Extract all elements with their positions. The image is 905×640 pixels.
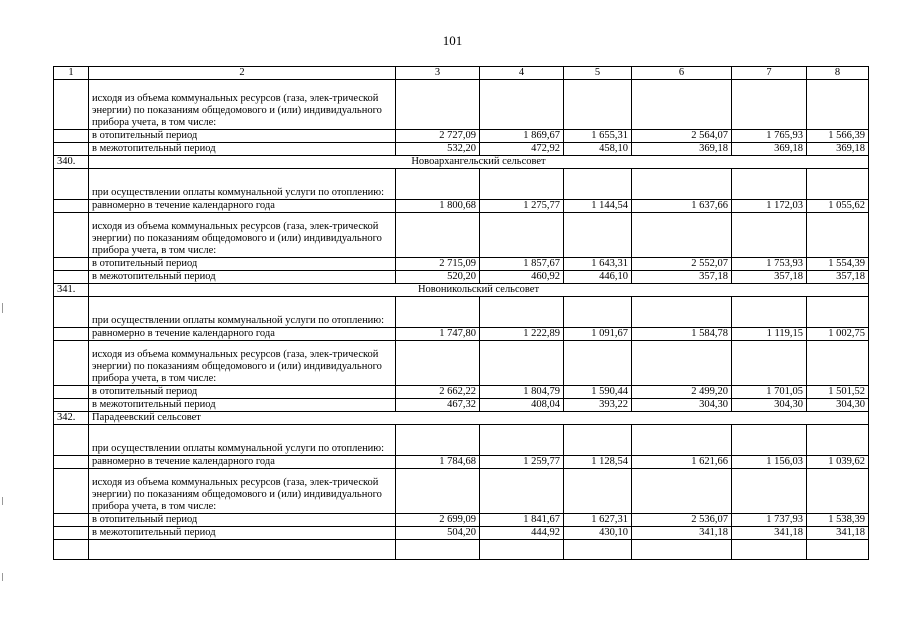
value-cell — [564, 80, 632, 130]
value-cell — [732, 80, 807, 130]
value-cell — [632, 469, 732, 514]
index-cell — [54, 386, 89, 399]
value-cell: 1 538,39 — [807, 514, 869, 527]
description-cell: в межотопительный период — [89, 143, 396, 156]
empty-cell — [807, 540, 869, 560]
value-cell: 1 701,05 — [732, 386, 807, 399]
value-cell: 458,10 — [564, 143, 632, 156]
value-cell — [732, 169, 807, 200]
index-cell — [54, 328, 89, 341]
header-cell: 3 — [396, 67, 480, 80]
settlement-index: 340. — [54, 156, 89, 169]
value-cell: 1 566,39 — [807, 130, 869, 143]
description-cell: при осуществлении оплаты коммунальной услуги по отоплению: — [89, 169, 396, 200]
index-cell — [54, 80, 89, 130]
value-cell: 1 857,67 — [480, 258, 564, 271]
basis-text-row — [54, 341, 869, 386]
value-cell — [480, 341, 564, 386]
value-cell: 1 655,31 — [564, 130, 632, 143]
value-cell: 304,30 — [732, 399, 807, 412]
value-cell — [564, 169, 632, 200]
index-cell — [54, 527, 89, 540]
value-cell: 369,18 — [807, 143, 869, 156]
value-cell: 430,10 — [564, 527, 632, 540]
value-cell — [807, 341, 869, 386]
value-cell: 408,04 — [480, 399, 564, 412]
value-cell — [807, 469, 869, 514]
basis-text-row — [54, 469, 869, 514]
basis-text-row — [54, 213, 869, 258]
description-cell: равномерно в течение календарного года — [89, 200, 396, 213]
value-cell: 2 662,22 — [396, 386, 480, 399]
header-cell: 2 — [89, 67, 396, 80]
description-cell: исходя из объема коммунальных ресурсов (газа, элек-трической энергии) по показаниям общедомового и (или) индивидуального прибора учета, в том числе: — [89, 341, 396, 386]
value-cell: 1 584,78 — [632, 328, 732, 341]
header-cell: 4 — [480, 67, 564, 80]
value-cell — [564, 425, 632, 456]
off-season-row — [54, 143, 869, 156]
empty-cell — [396, 540, 480, 560]
value-cell — [396, 297, 480, 328]
description-cell: в отопительный период — [89, 258, 396, 271]
value-cell: 1 172,03 — [732, 200, 807, 213]
off-season-row — [54, 527, 869, 540]
basis-text-row — [54, 80, 869, 130]
index-cell — [54, 297, 89, 328]
value-cell: 2 564,07 — [632, 130, 732, 143]
header-cell: 7 — [732, 67, 807, 80]
value-cell: 1 091,67 — [564, 328, 632, 341]
value-cell — [396, 341, 480, 386]
payment-text-row — [54, 425, 869, 456]
value-cell — [807, 80, 869, 130]
value-cell: 1 156,03 — [732, 456, 807, 469]
scan-margin-mark — [2, 497, 3, 505]
value-cell: 446,10 — [564, 271, 632, 284]
value-cell — [807, 213, 869, 258]
header-cell: 5 — [564, 67, 632, 80]
index-cell — [54, 425, 89, 456]
value-cell: 1 804,79 — [480, 386, 564, 399]
value-cell: 1 784,68 — [396, 456, 480, 469]
page-number: 101 — [442, 33, 463, 48]
value-cell: 1 222,89 — [480, 328, 564, 341]
settlement-name: Новоникольский сельсовет — [89, 284, 869, 297]
settlement-row — [54, 156, 869, 169]
value-cell — [396, 213, 480, 258]
evenly-row — [54, 328, 869, 341]
value-cell: 1 747,80 — [396, 328, 480, 341]
empty-cell — [732, 540, 807, 560]
description-cell: в межотопительный период — [89, 399, 396, 412]
empty-cell — [54, 540, 89, 560]
value-cell: 1 144,54 — [564, 200, 632, 213]
value-cell — [396, 469, 480, 514]
index-cell — [54, 200, 89, 213]
value-cell: 1 039,62 — [807, 456, 869, 469]
value-cell — [480, 297, 564, 328]
off-season-row — [54, 271, 869, 284]
value-cell — [564, 341, 632, 386]
value-cell — [564, 213, 632, 258]
value-cell: 1 627,31 — [564, 514, 632, 527]
value-cell — [632, 297, 732, 328]
value-cell: 1 643,31 — [564, 258, 632, 271]
value-cell: 357,18 — [807, 271, 869, 284]
off-season-row — [54, 399, 869, 412]
value-cell — [480, 169, 564, 200]
index-cell — [54, 341, 89, 386]
settlement-row — [54, 412, 869, 425]
value-cell: 1 501,52 — [807, 386, 869, 399]
value-cell — [632, 341, 732, 386]
value-cell: 1 753,93 — [732, 258, 807, 271]
scan-margin-mark — [2, 303, 3, 313]
index-cell — [54, 469, 89, 514]
value-cell: 1 128,54 — [564, 456, 632, 469]
empty-cell — [89, 540, 396, 560]
settlement-row — [54, 284, 869, 297]
value-cell — [732, 297, 807, 328]
settlement-index: 341. — [54, 284, 89, 297]
value-cell: 1 621,66 — [632, 456, 732, 469]
value-cell: 369,18 — [732, 143, 807, 156]
value-cell: 1 002,75 — [807, 328, 869, 341]
value-cell: 1 869,67 — [480, 130, 564, 143]
heating-season-row — [54, 258, 869, 271]
heating-season-row — [54, 130, 869, 143]
value-cell — [807, 297, 869, 328]
value-cell: 532,20 — [396, 143, 480, 156]
value-cell: 1 590,44 — [564, 386, 632, 399]
index-cell — [54, 258, 89, 271]
value-cell: 520,20 — [396, 271, 480, 284]
value-cell: 472,92 — [480, 143, 564, 156]
value-cell — [807, 169, 869, 200]
value-cell: 1 119,15 — [732, 328, 807, 341]
value-cell: 304,30 — [632, 399, 732, 412]
value-cell: 1 055,62 — [807, 200, 869, 213]
value-cell: 393,22 — [564, 399, 632, 412]
value-cell — [564, 469, 632, 514]
empty-cell — [564, 540, 632, 560]
description-cell: равномерно в течение календарного года — [89, 456, 396, 469]
value-cell: 2 536,07 — [632, 514, 732, 527]
empty-cell — [632, 540, 732, 560]
value-cell — [632, 213, 732, 258]
value-cell: 460,92 — [480, 271, 564, 284]
value-cell — [396, 169, 480, 200]
value-cell: 369,18 — [632, 143, 732, 156]
description-cell: в отопительный период — [89, 130, 396, 143]
value-cell: 2 499,20 — [632, 386, 732, 399]
index-cell — [54, 399, 89, 412]
description-cell: в межотопительный период — [89, 527, 396, 540]
description-cell: при осуществлении оплаты коммунальной услуги по отоплению: — [89, 297, 396, 328]
index-cell — [54, 169, 89, 200]
empty-row — [54, 540, 869, 560]
description-cell: исходя из объема коммунальных ресурсов (газа, элек-трической энергии) по показаниям общедомового и (или) индивидуального прибора учета, в том числе: — [89, 469, 396, 514]
evenly-row — [54, 200, 869, 213]
value-cell — [632, 169, 732, 200]
value-cell — [732, 213, 807, 258]
value-cell: 1 841,67 — [480, 514, 564, 527]
value-cell: 2 552,07 — [632, 258, 732, 271]
value-cell: 1 259,77 — [480, 456, 564, 469]
value-cell — [480, 213, 564, 258]
description-cell: в отопительный период — [89, 386, 396, 399]
header-cell: 6 — [632, 67, 732, 80]
table-body — [54, 67, 869, 560]
value-cell: 357,18 — [632, 271, 732, 284]
value-cell: 1 737,93 — [732, 514, 807, 527]
settlement-name: Новоархангельский сельсовет — [89, 156, 869, 169]
value-cell: 504,20 — [396, 527, 480, 540]
heating-season-row — [54, 514, 869, 527]
value-cell: 341,18 — [632, 527, 732, 540]
value-cell: 1 765,93 — [732, 130, 807, 143]
value-cell — [396, 425, 480, 456]
scan-margin-mark — [2, 573, 3, 581]
value-cell — [807, 425, 869, 456]
value-cell: 341,18 — [732, 527, 807, 540]
description-cell: в межотопительный период — [89, 271, 396, 284]
evenly-row — [54, 456, 869, 469]
value-cell — [480, 425, 564, 456]
heating-season-row — [54, 386, 869, 399]
value-cell — [632, 425, 732, 456]
payment-text-row — [54, 169, 869, 200]
value-cell: 2 699,09 — [396, 514, 480, 527]
index-cell — [54, 130, 89, 143]
header-row — [54, 67, 869, 80]
payment-text-row — [54, 297, 869, 328]
value-cell: 444,92 — [480, 527, 564, 540]
value-cell — [732, 469, 807, 514]
value-cell — [480, 469, 564, 514]
description-cell: исходя из объема коммунальных ресурсов (газа, элек-трической энергии) по показаниям общедомового и (или) индивидуального прибора учета, в том числе: — [89, 80, 396, 130]
index-cell — [54, 456, 89, 469]
value-cell: 1 800,68 — [396, 200, 480, 213]
value-cell — [732, 341, 807, 386]
index-cell — [54, 143, 89, 156]
settlement-index: 342. — [54, 412, 89, 425]
value-cell — [632, 80, 732, 130]
index-cell — [54, 213, 89, 258]
value-cell: 304,30 — [807, 399, 869, 412]
description-cell: равномерно в течение календарного года — [89, 328, 396, 341]
description-cell: исходя из объема коммунальных ресурсов (газа, элек-трической энергии) по показаниям общедомового и (или) индивидуального прибора учета, в том числе: — [89, 213, 396, 258]
value-cell: 467,32 — [396, 399, 480, 412]
description-cell: при осуществлении оплаты коммунальной услуги по отоплению: — [89, 425, 396, 456]
value-cell: 1 275,77 — [480, 200, 564, 213]
value-cell: 357,18 — [732, 271, 807, 284]
value-cell: 2 727,09 — [396, 130, 480, 143]
value-cell: 1 637,66 — [632, 200, 732, 213]
value-cell: 1 554,39 — [807, 258, 869, 271]
value-cell — [564, 297, 632, 328]
settlement-name: Парадеевский сельсовет — [89, 412, 869, 425]
index-cell — [54, 514, 89, 527]
tariff-table — [53, 66, 869, 560]
header-cell: 1 — [54, 67, 89, 80]
description-cell: в отопительный период — [89, 514, 396, 527]
empty-cell — [480, 540, 564, 560]
header-cell: 8 — [807, 67, 869, 80]
value-cell: 2 715,09 — [396, 258, 480, 271]
value-cell — [732, 425, 807, 456]
index-cell — [54, 271, 89, 284]
value-cell: 341,18 — [807, 527, 869, 540]
value-cell — [396, 80, 480, 130]
value-cell — [480, 80, 564, 130]
